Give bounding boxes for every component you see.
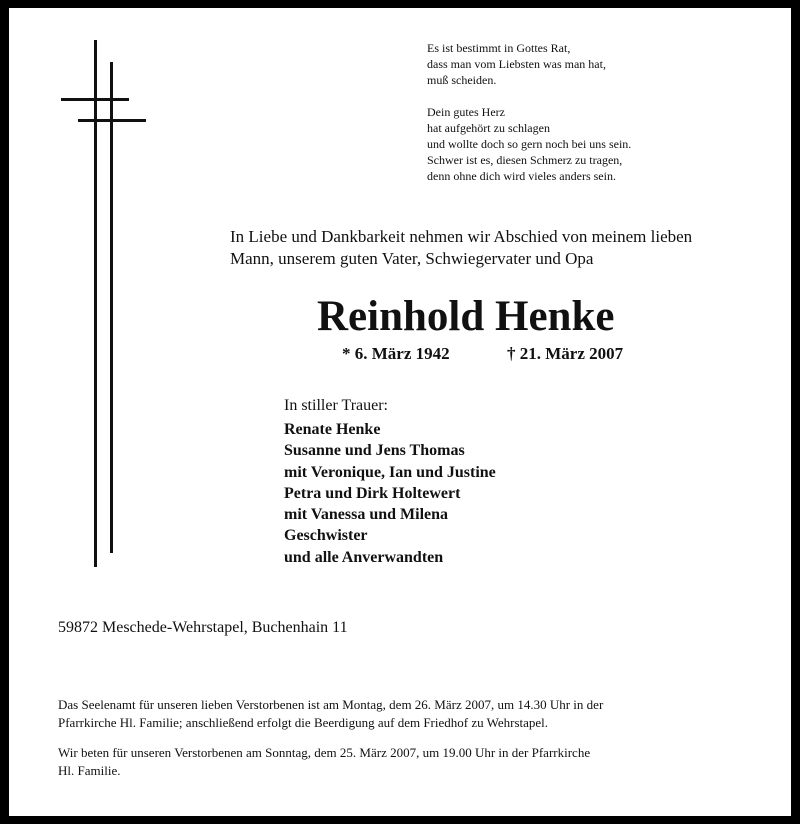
obituary-page — [9, 8, 791, 816]
requiem-notice — [58, 696, 758, 732]
family-address: 59872 Meschede-Wehrstapel, Buchenhain 11 — [58, 619, 348, 636]
mourner-name: Geschwister — [284, 527, 368, 545]
mourner-name: und alle Anverwandten — [284, 548, 444, 566]
birth-date: * 6. März 1942 — [342, 344, 450, 363]
mourner-name: Susanne und Jens Thomas — [284, 442, 465, 460]
mourners-block — [284, 395, 584, 568]
notice-line: Hl. Familie. — [58, 763, 121, 778]
poem-line: dass man vom Liebsten was man hat, — [427, 57, 606, 71]
prayer-notice — [58, 744, 758, 780]
deceased-name: Reinhold Henke — [317, 293, 615, 340]
notice-line: Pfarrkirche Hl. Familie; anschließend erfolgt die Beerdigung auf dem Friedhof zu Wehrstapel. — [58, 715, 549, 730]
mourner-name: mit Veronique, Ian und Justine — [284, 463, 496, 481]
notice-line: Das Seelenamt für unseren lieben Verstorbenen ist am Montag, dem 26. März 2007, um 14.30 Uhr in der — [58, 697, 604, 712]
poem — [427, 40, 757, 184]
mourning-heading: In stiller Trauer: — [284, 397, 388, 414]
poem-line: muß scheiden. — [427, 73, 497, 87]
farewell-intro — [230, 226, 770, 270]
poem-line: Dein gutes Herz — [427, 105, 505, 119]
death-date: † 21. März 2007 — [507, 344, 624, 363]
poem-line: hat aufgehört zu schlagen — [427, 121, 550, 135]
intro-line: In Liebe und Dankbarkeit nehmen wir Abschied von meinem lieben — [230, 227, 693, 246]
mourner-name: mit Vanessa und Milena — [284, 506, 449, 524]
poem-line: denn ohne dich wird vieles anders sein. — [427, 169, 616, 183]
poem-line: Schwer ist es, diesen Schmerz zu tragen, — [427, 153, 623, 167]
mourner-name: Petra und Dirk Holtewert — [284, 484, 461, 502]
mourner-name: Renate Henke — [284, 421, 381, 438]
poem-line: und wollte doch so gern noch bei uns sein. — [427, 137, 632, 151]
intro-line: Mann, unserem guten Vater, Schwiegervater und Opa — [230, 249, 594, 268]
notice-line: Wir beten für unseren Verstorbenen am Sonntag, dem 25. März 2007, um 19.00 Uhr in der Pfarrkirche — [58, 745, 591, 760]
poem-line: Es ist bestimmt in Gottes Rat, — [427, 41, 571, 55]
